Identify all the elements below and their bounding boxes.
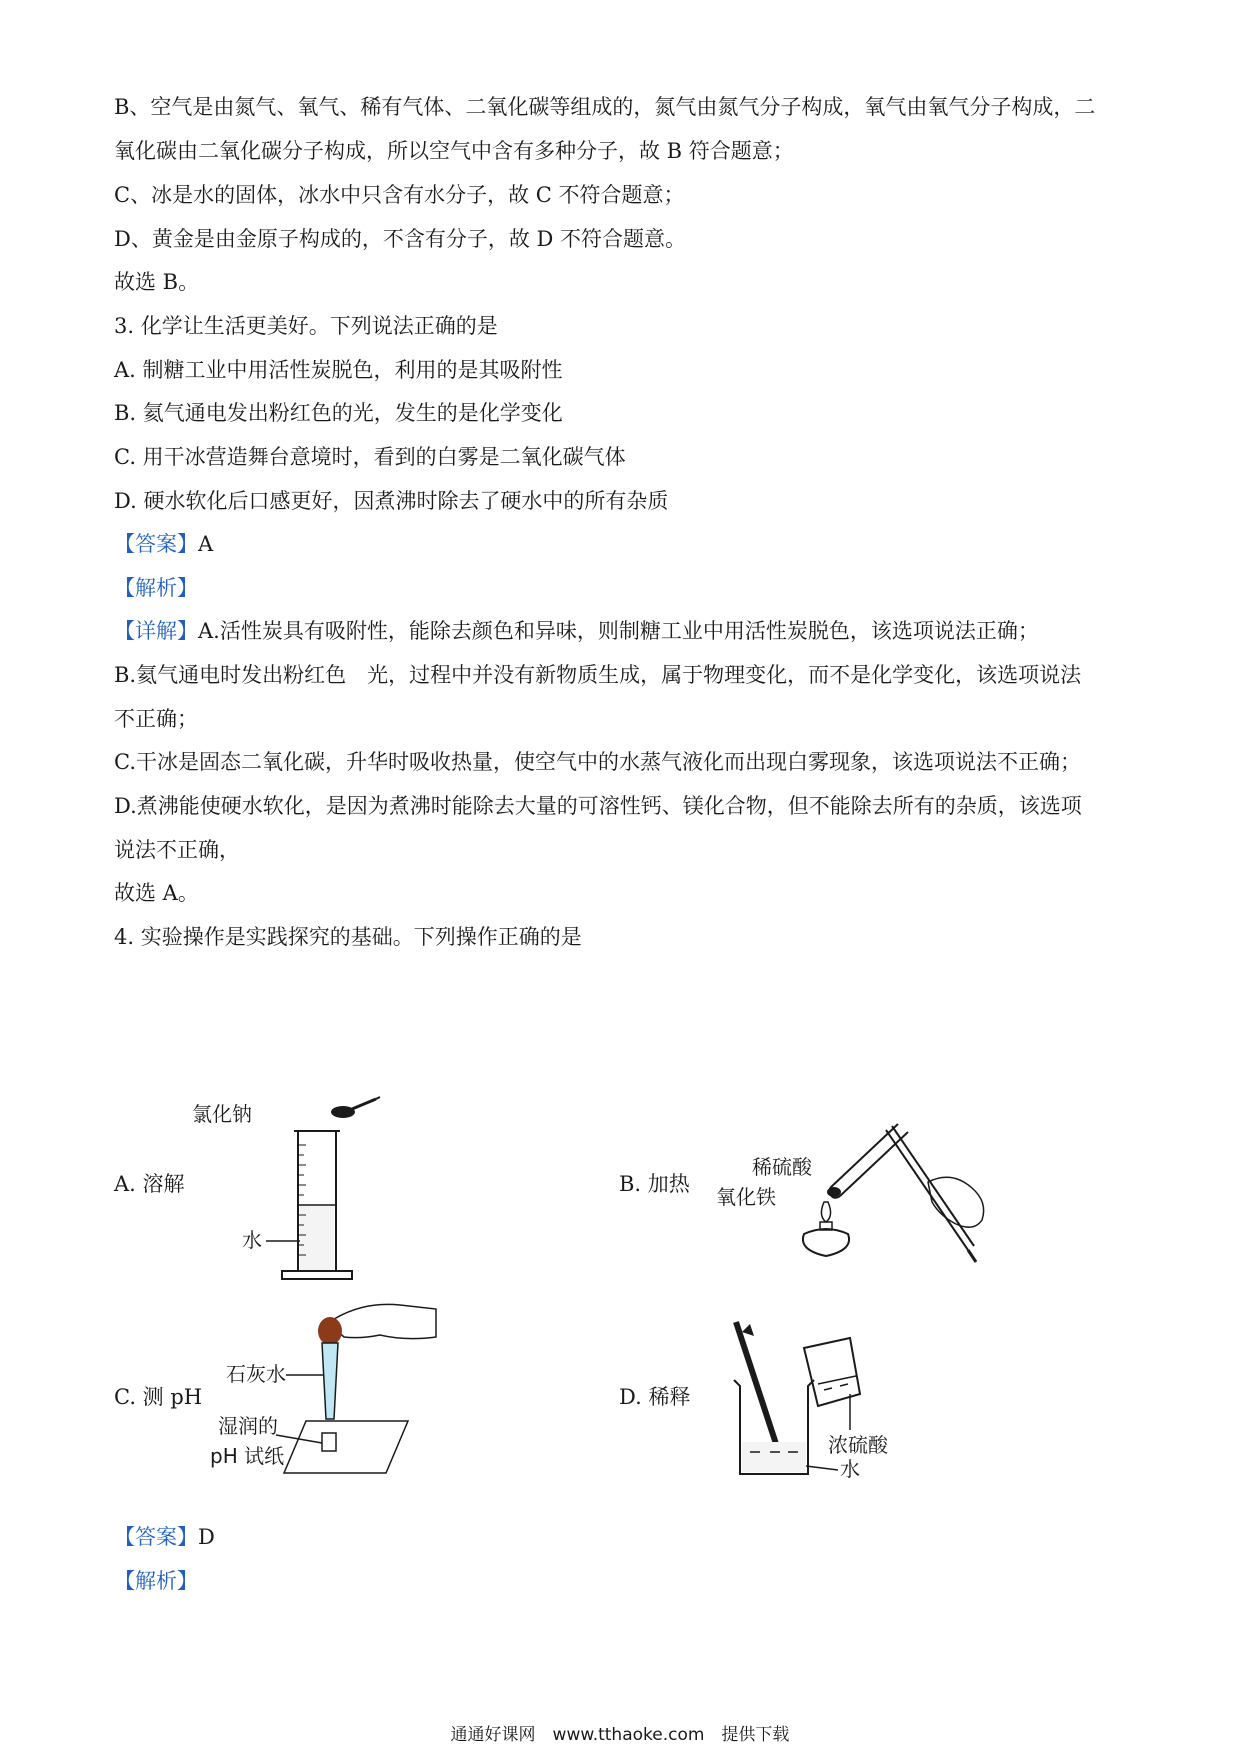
alcohol-lamp-icon [803, 1202, 849, 1256]
figure-dissolve-cylinder [180, 1085, 400, 1289]
answer-value: A [198, 532, 214, 556]
fig-label-sodium-chloride: 氯化钠 [192, 1102, 252, 1126]
fig-label-dilute-sulfuric-acid: 稀硫酸 [752, 1155, 812, 1179]
text-line: D、黄金是由金原子构成的，不含有分子，故 D 不符合题意。 [114, 227, 687, 251]
glass-plate-icon [284, 1421, 408, 1473]
glass-rod-icon [736, 1322, 780, 1456]
question-4-option-b: B. 加热 [619, 1172, 690, 1196]
ph-paper-icon [322, 1433, 336, 1451]
pouring-cup-icon [804, 1338, 860, 1406]
dropper-icon [322, 1343, 338, 1419]
detail-line: D.煮沸能使硬水软化，是因为煮沸时能除去大量的可溶性钙、镁化合物，但不能除去所有的杂质，该选项 [114, 794, 1082, 818]
text-line: 氧化碳由二氧化碳分子构成，所以空气中含有多种分子，故 B 符合题意； [114, 139, 794, 163]
question-4-option-c: C. 测 pH [114, 1385, 203, 1409]
dropper-bulb-icon [318, 1317, 342, 1345]
detail-line: B.氦气通电时发出粉红色 光，过程中并没有新物质生成，属于物理变化，而不是化学变化，该选项说法 [114, 663, 1082, 687]
question-4-option-a: A. 溶解 [114, 1172, 185, 1196]
fig-label-water: 水 [242, 1228, 262, 1252]
figure-measure-ph [210, 1295, 450, 1479]
arrow-icon [742, 1324, 754, 1336]
fig-label-ph-paper: pH 试纸 [210, 1444, 285, 1468]
detail-text: A.活性炭具有吸附性，能除去颜色和异味，则制糖工业中用活性炭脱色，该选项说法正确； [198, 619, 1039, 643]
fig-label-iron-oxide: 氧化铁 [716, 1185, 776, 1209]
text-line: 故选 A。 [114, 881, 199, 905]
question-4-option-d: D. 稀释 [619, 1385, 691, 1409]
text-line: C、冰是水的固体，冰水中只含有水分子，故 C 不符合题意； [114, 183, 685, 207]
detail-line [114, 616, 1039, 646]
question-3-option-d: D. 硬水软化后口感更好，因煮沸时除去了硬水中的所有杂质 [114, 489, 669, 513]
answer-tag: 【答案】 [114, 1525, 198, 1549]
page-footer: 通通好课网 www.tthaoke.com 提供下载 [450, 1725, 790, 1745]
analysis-tag: 【解析】 [114, 1569, 198, 1593]
beaker-icon [734, 1380, 814, 1474]
detail-line: 不正确； [114, 707, 198, 731]
measuring-cylinder-icon [282, 1131, 352, 1279]
fig-label-moist: 湿润的 [218, 1414, 278, 1438]
text-line: B、空气是由氮气、氧气、稀有气体、二氧化碳等组成的，氮气由氮气分子构成，氧气由氧气分子构成，二 [114, 95, 1096, 119]
detail-line: 说法不正确， [114, 838, 240, 862]
answer-line [114, 1522, 215, 1552]
fig-label-conc-sulfuric-acid: 浓硫酸 [828, 1433, 888, 1457]
test-tube-icon [827, 1124, 908, 1198]
figure-heating-test-tube [706, 1110, 1006, 1284]
answer-tag: 【答案】 [114, 532, 198, 556]
answer-value: D [198, 1525, 215, 1549]
detail-tag: 【详解】 [114, 619, 198, 643]
question-4-stem: 4. 实验操作是实践探究的基础。下列操作正确的是 [114, 925, 582, 949]
spoon-icon [331, 1106, 355, 1118]
detail-line: C.干冰是固态二氧化碳，升华时吸收热量，使空气中的水蒸气液化而出现白雾现象，该选项说法不正确； [114, 750, 1081, 774]
question-3-option-c: C. 用干冰营造舞台意境时，看到的白雾是二氧化碳气体 [114, 445, 626, 469]
question-3-option-a: A. 制糖工业中用活性炭脱色，利用的是其吸附性 [114, 358, 563, 382]
text-line: 故选 B。 [114, 270, 200, 294]
figure-dilution [700, 1310, 920, 1484]
answer-line [114, 529, 213, 559]
hand-icon [328, 1304, 436, 1338]
question-3-stem: 3. 化学让生活更美好。下列说法正确的是 [114, 314, 498, 338]
fig-label-limewater: 石灰水 [226, 1362, 286, 1386]
question-3-option-b: B. 氦气通电发出粉红色的光，发生的是化学变化 [114, 401, 563, 425]
analysis-tag: 【解析】 [114, 576, 198, 600]
fig-label-water: 水 [840, 1457, 860, 1481]
